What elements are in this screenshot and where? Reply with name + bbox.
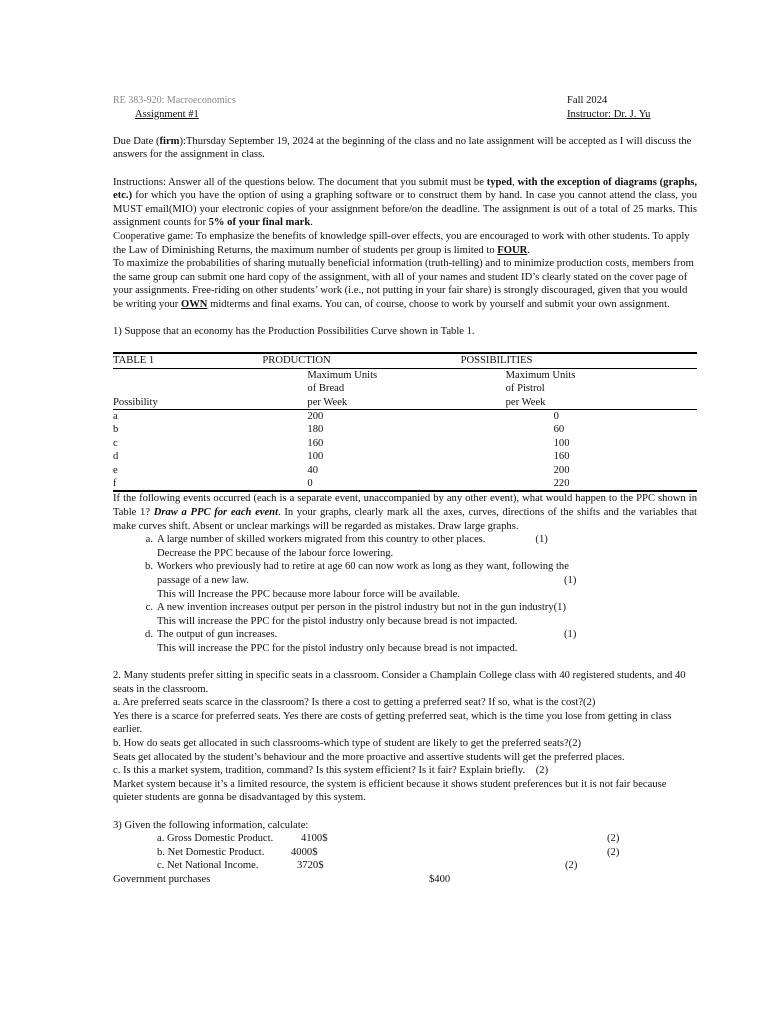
q2-a-question: a. Are preferred seats scarce in the classroom? Is there a cost to getting a preferred seat? If so, what is the cost?(2): [113, 697, 596, 709]
table-row: d 100 160: [113, 451, 570, 463]
table-row: b 180 60: [113, 424, 565, 436]
q3-gov-row: Government purchases $400: [113, 873, 451, 885]
list-item: a. A large number of skilled workers migrated from this country to other places. (1) Decrease the PPC because of the labour force lowering.: [145, 534, 548, 559]
q3-intro: 3) Given the following information, calculate:: [113, 819, 309, 831]
document-page: [113, 94, 697, 887]
q1-events-list: [113, 533, 697, 655]
table-header-row: Possibility Maximum Units of Bread per Week Maximum Units of Pistrol per Week: [113, 368, 697, 409]
term: Fall 2024: [567, 95, 608, 106]
q1-instructions: If the following events occurred (each is a separate event, unaccompanied by any other event), what would happen to the PPC shown in Table 1? Draw a PPC for each event. In your graphs, clearly mark all the axes, curves, directions of the shifts and the variables that make curves shift. Absent or unclear markings will be regarded as mistakes. Draw large graphs.: [113, 493, 698, 532]
list-item: d. The output of gun increases. (1) This will increase the PPC for the pistol industry only because bread is not impacted.: [145, 629, 577, 654]
table-row: e 40 200: [113, 464, 570, 476]
instructor: Instructor: Dr. J. Yu: [567, 108, 651, 120]
q2-b-question: b. How do seats get allocated in such classrooms-which type of student are likely to get the preferred seats?(2): [113, 738, 582, 750]
ppc-table: [113, 352, 697, 492]
q2-c-answer: Market system because it’s a limited resource, the system is efficient because it shows student preferences but it is not fair because quieter students are gonna be disadvantaged by this system.: [113, 778, 667, 804]
instructions-paragraph: Instructions: Answer all of the questions below. The document that you submit must be typed, with the exception of diagrams (graphs, etc.) for which you have the option of using a graphing software or to construct them by hand. In case you cannot attend the class, you MUST email(MIO) your electronic copies of your assignment before/on the deadline. The assignment is out of a total of 25 marks. This assignment counts for 5% of your final mark.: [113, 176, 697, 229]
table-row: f 0 220: [113, 477, 697, 491]
q1-prompt: 1) Suppose that an economy has the Production Possibilities Curve shown in Table 1.: [113, 326, 475, 338]
list-item: b. Workers who previously had to retire at age 60 can now work as long as they want, following the passage of a new law. (1) This will Increase the PPC because more labour force will be available.: [145, 561, 577, 600]
q2-b-answer: Seats get allocated by the student’s behaviour and the more proactive and assertive students will get the preferred places.: [113, 751, 625, 763]
group-submission-paragraph: To maximize the probabilities of sharing mutually beneficial information (truth-telling) and to minimize production costs, members from the same group can submit one hard copy of the assignment, with all of your names and student ID’s clearly stated on the cover page of your assignments. Free-riding on other students’ work (i.e., not putting in your fair share) is strongly discouraged, given that you would be writing your OWN midterms and final exams. You can, of course, choose to work by yourself and submit your own assignment.: [113, 258, 694, 310]
list-item: c. A new invention increases output per person in the pistrol industry but not in the gun industry(1) This will increase the PPC for the pistol industry only because bread is not impacted.: [145, 602, 566, 627]
assignment-title: Assignment #1: [135, 108, 199, 120]
due-date: Due Date (firm):Thursday September 19, 2024 at the beginning of the class and no late assignment will be accepted as I will discuss the answers for the assignment in class.: [113, 135, 692, 161]
table-row: c 160 100: [113, 437, 570, 449]
q3-item: a. Gross Domestic Product. 4100$ (2): [157, 833, 620, 845]
q3-item: b. Net Domestic Product. 4000$ (2): [157, 846, 620, 858]
q2-c-question: c. Is this a market system, tradition, command? Is this system efficient? Is it fair? Explain briefly. (2): [113, 765, 549, 777]
q2-a-answer: Yes there is a scarce for preferred seats. Yes there are costs of getting preferred seat, which is the time you lose from getting in class earlier.: [113, 710, 672, 736]
course-title: RE 383-920: Macroeconomics: [113, 95, 236, 106]
q2-intro: 2. Many students prefer sitting in specific seats in a classroom. Consider a Champlain College class with 40 registered students, and 40 seats in the classroom.: [113, 670, 686, 695]
cooperative-game-paragraph: Cooperative game: To emphasize the benefits of knowledge spill-over effects, you are encouraged to work with other students. To apply the Law of Diminishing Returns, the maximum number of students per group is limited to FOUR.: [113, 230, 690, 256]
header-row-1: [113, 94, 697, 108]
q3-item: c. Net National Income. 3720$ (2): [157, 860, 578, 872]
header-row-2: [113, 108, 697, 122]
table-row: a 200 0: [113, 410, 559, 422]
table-title-row: TABLE 1 PRODUCTION POSSIBILITIES: [113, 353, 697, 368]
